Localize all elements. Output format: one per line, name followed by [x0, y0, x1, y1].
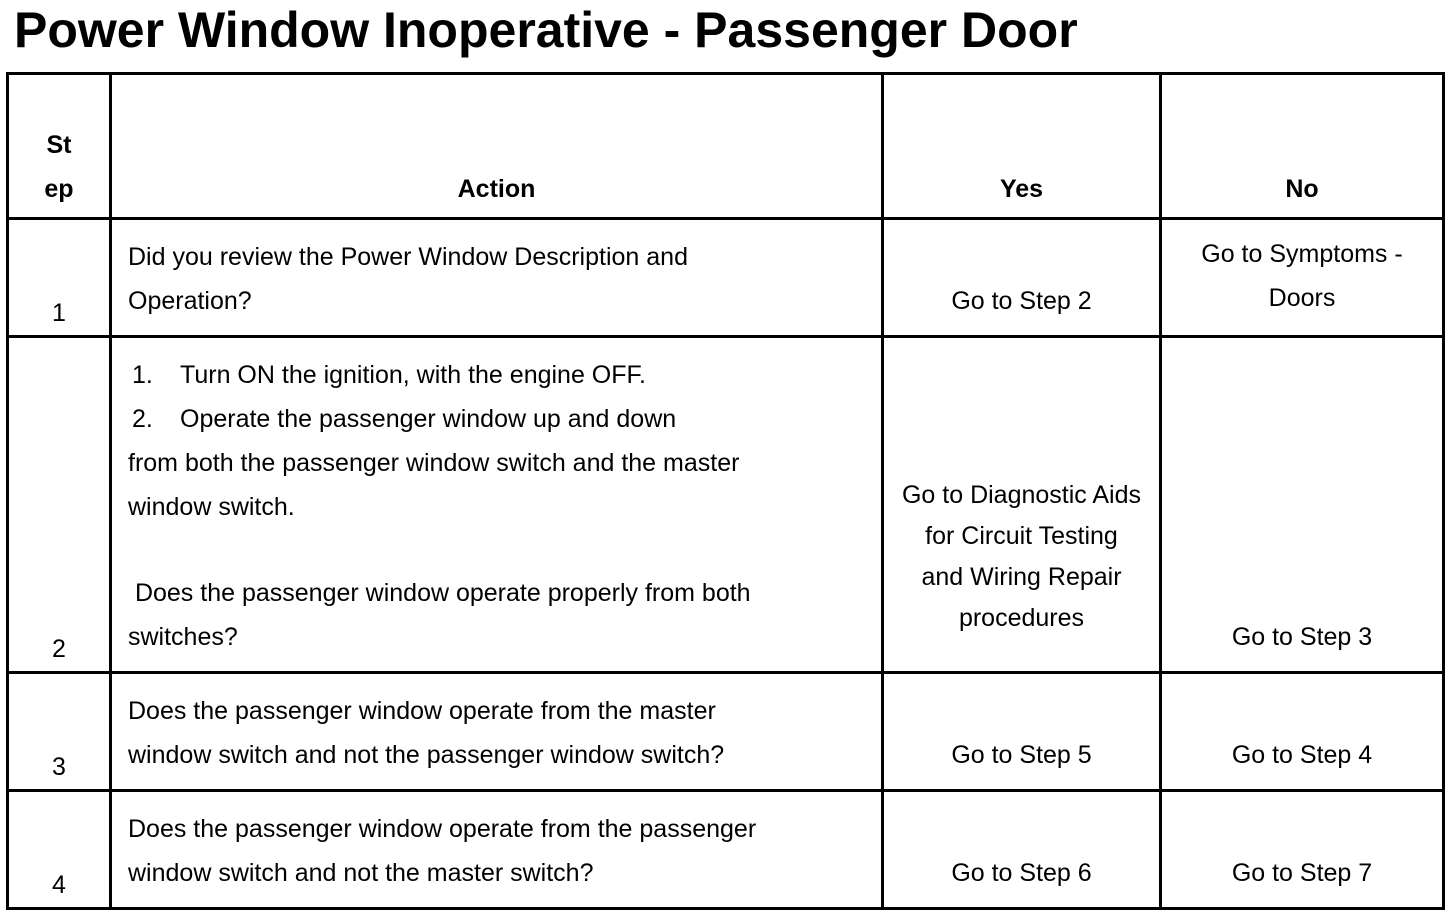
step-number: 4	[8, 791, 111, 909]
action-line: Does the passenger window operate from the passenger	[128, 815, 757, 843]
list-item	[128, 397, 875, 441]
action-line: Did you review the Power Window Description and	[128, 243, 688, 271]
list-text: Turn ON the ignition, with the engine OFF.	[180, 361, 646, 389]
no-line: Go to Symptoms -	[1201, 240, 1403, 268]
table-row	[8, 337, 1444, 673]
no-header: No	[1161, 74, 1444, 219]
diagnostic-table	[6, 72, 1445, 910]
action-line: Does the passenger window operate from the master	[128, 697, 716, 725]
spacer	[128, 529, 875, 571]
action-cell	[111, 791, 883, 909]
list-number: 2.	[132, 405, 153, 433]
yes-cell: Go to Step 5	[883, 673, 1161, 791]
yes-cell: Go to Step 2	[883, 219, 1161, 337]
action-header: Action	[111, 74, 883, 219]
table-row	[8, 791, 1444, 909]
action-cell	[111, 673, 883, 791]
table-row	[8, 673, 1444, 791]
yes-line: for Circuit Testing	[925, 522, 1118, 550]
action-line: window switch.	[128, 493, 295, 521]
no-cell: Go to Step 3	[1161, 337, 1444, 673]
list-item	[128, 353, 875, 397]
step-header	[8, 74, 111, 219]
action-line: Operation?	[128, 287, 252, 315]
action-line: from both the passenger window switch and the master	[128, 449, 740, 477]
step-number: 1	[8, 219, 111, 337]
step-number: 2	[8, 337, 111, 673]
step-header-line-1: St	[46, 131, 72, 159]
action-line: window switch and not the master switch?	[128, 859, 594, 887]
page-title: Power Window Inoperative - Passenger Door	[14, 2, 1078, 58]
question-line: switches?	[128, 623, 238, 651]
action-cell	[111, 337, 883, 673]
yes-line: procedures	[958, 604, 1085, 632]
no-cell: Go to Step 7	[1161, 791, 1444, 909]
yes-header: Yes	[883, 74, 1161, 219]
yes-line: and Wiring Repair	[921, 563, 1122, 591]
table-row	[8, 219, 1444, 337]
no-cell: Go to Step 4	[1161, 673, 1444, 791]
list-text: Operate the passenger window up and down	[180, 405, 677, 433]
yes-cell: Go to Step 6	[883, 791, 1161, 909]
header-row	[8, 74, 1444, 219]
list-number: 1.	[132, 361, 153, 389]
no-cell	[1161, 219, 1444, 337]
action-cell	[111, 219, 883, 337]
action-line: window switch and not the passenger window switch?	[128, 741, 725, 769]
yes-text-block	[884, 475, 1159, 659]
step-number: 3	[8, 673, 111, 791]
yes-line: Go to Diagnostic Aids	[901, 481, 1141, 509]
question-line: Does the passenger window operate properly from both	[128, 579, 751, 607]
yes-cell	[883, 337, 1161, 673]
no-line: Doors	[1268, 284, 1336, 312]
step-header-line-2: ep	[44, 175, 74, 203]
